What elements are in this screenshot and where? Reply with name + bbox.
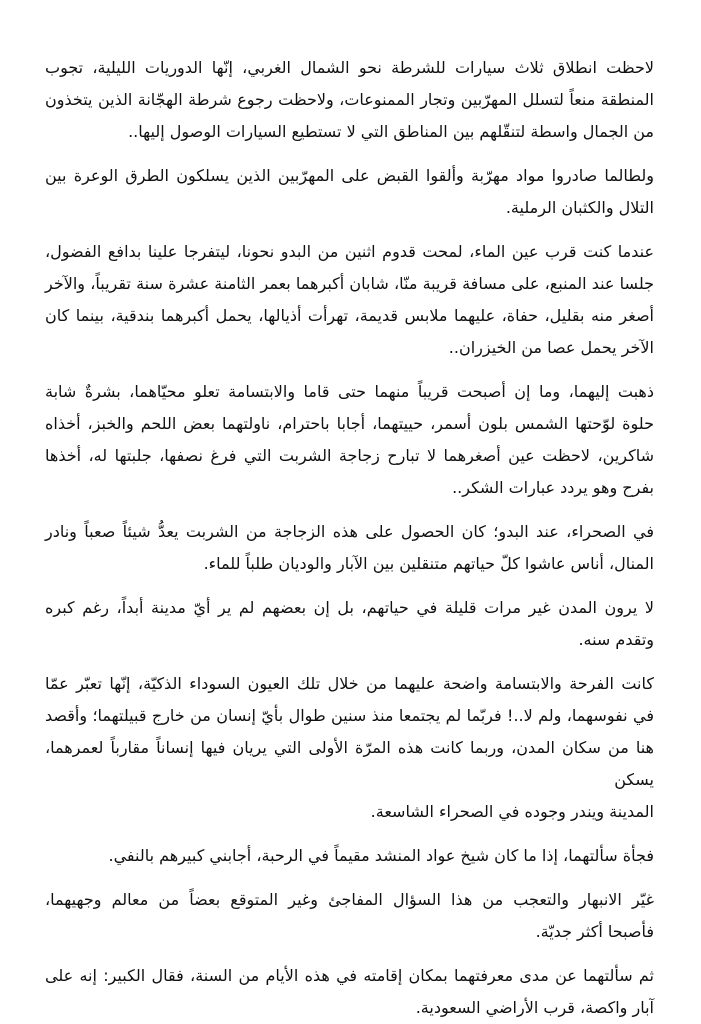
text-line: ذهبت إليهما، وما إن أصبحت قريباً منهما حتى قاما والابتسامة تعلو محيّاهما، بشرةٌ شابة	[45, 382, 654, 401]
paragraph-1	[45, 52, 654, 148]
paragraph-8	[45, 840, 654, 872]
paragraph-4	[45, 376, 654, 504]
text-line: الآخر يحمل عصا من الخيزران..	[448, 338, 654, 357]
text-line: لاحظت انطلاق ثلاث سيارات للشرطة نحو الشمال الغربي، إنّها الدوريات الليلية، تجوب	[45, 58, 654, 77]
text-line: المنال، أناس عاشوا كلّ حياتهم متنقلين بين الآبار والوديان طلباً للماء.	[203, 554, 654, 573]
text-line: من الجمال واسطة لتنقّلهم بين المناطق التي لا تستطيع السيارات الوصول إليها..	[128, 122, 654, 141]
text-line: المدينة ويندر وجوده في الصحراء الشاسعة.	[370, 802, 654, 821]
text-line: شاكرين، لاحظت عين أصغرهما لا تبارح زجاجة الشربت التي فرغ نصفها، جلبتها له، أخذها	[45, 446, 654, 465]
text-line: جلسا عند المنبع، على مسافة قريبة منّا، شابان أكبرهما بعمر الثامنة عشرة سنة تقريباً، والآخر	[45, 274, 654, 293]
paragraph-5	[45, 516, 654, 580]
text-line: حلوة لوّحتها الشمس بلون أسمر، حييتهما، أجابا باحترام، ناولتهما بعض اللحم والخبز، أخذاه	[45, 414, 654, 433]
paragraph-6	[45, 592, 654, 656]
text-line: أصغر منه بقليل، حفاة، عليهما ملابس قديمة، تهرأت أذيالها، يحمل أكبرهما بندقية، بينما كان	[45, 306, 654, 325]
paragraph-10	[45, 960, 654, 1024]
text-line: التلال والكثبان الرملية.	[505, 198, 654, 217]
text-line: بفرح وهو يردد عبارات الشكر..	[452, 478, 654, 497]
text-line: كانت الفرحة والابتسامة واضحة عليهما من خلال تلك العيون السوداء الذكيّة، إنّها تعبّر عمّا	[45, 674, 654, 693]
text-line: في نفوسهما، ولم لا..! فربّما لم يجتمعا منذ سنين طوال بأيّ إنسان من خارج قبيلتهما؛ وأقصد	[45, 706, 654, 725]
text-line: في الصحراء، عند البدو؛ كان الحصول على هذه الزجاجة من الشربت يعدُّ شيئاً صعباً ونادر	[45, 522, 654, 541]
paragraph-3	[45, 236, 654, 364]
text-line: هنا من سكان المدن، وربما كانت هذه المرّة الأولى التي يريان فيها إنساناً مقارباً لعمرهما، يسكن	[45, 738, 654, 789]
text-line: غيّر الانبهار والتعجب من هذا السؤال المفاجئ وغير المتوقع بعضاً من معالم وجهيهما،	[45, 890, 654, 909]
text-line: آبار واكصة، قرب الأراضي السعودية.	[415, 998, 654, 1017]
text-line: وتقدم سنه.	[578, 630, 654, 649]
paragraph-9	[45, 884, 654, 948]
text-line: المنطقة منعاً لتسلل المهرّبين وتجار الممنوعات، ولاحظت رجوع شرطة الهجّانة الذين يتخذون	[45, 90, 654, 109]
paragraph-2	[45, 160, 654, 224]
text-line: فجأة سألتهما، إذا ما كان شيخ عواد المنشد مقيماً في الرحبة، أجابني كبيرهم بالنفي.	[108, 846, 654, 865]
text-line: ولطالما صادروا مواد مهرّبة وألقوا القبض على المهرّبين الذين يسلكون الطرق الوعرة بين	[45, 166, 654, 185]
text-line: عندما كنت قرب عين الماء، لمحت قدوم اثنين من البدو نحونا، ليتفرجا علينا بدافع الفضول،	[45, 242, 654, 261]
text-line: فأصبحا أكثر جديّة.	[535, 922, 654, 941]
text-line: ثم سألتهما عن مدى معرفتهما بمكان إقامته في هذه الأيام من السنة، فقال الكبير: إنه على	[45, 966, 654, 985]
text-line: لا يرون المدن غير مرات قليلة في حياتهم، بل إن بعضهم لم ير أيّ مدينة أبداً، رغم كبره	[45, 598, 654, 617]
paragraph-7	[45, 668, 654, 828]
